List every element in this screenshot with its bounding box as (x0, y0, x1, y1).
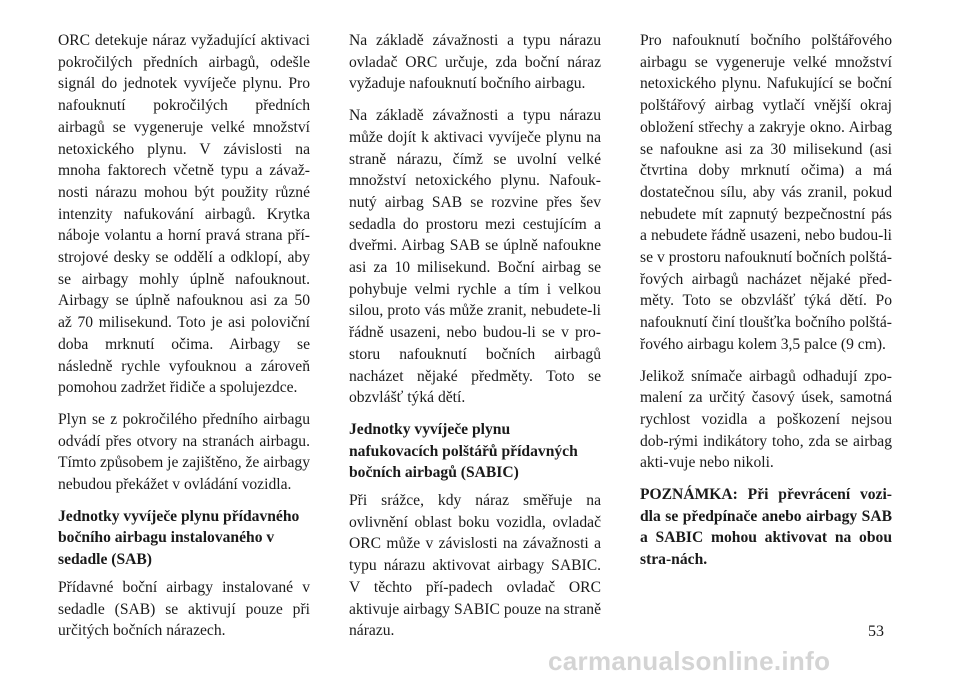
heading-sabic: Jednotky vyvíječe plynu nafukovacích polštářů přídavných bočních airbagů (SABIC) (349, 420, 578, 482)
page-number: 53 (868, 623, 884, 640)
paragraph-gas-venting: Plyn se z pokročilého předního airbagu odvádí přes otvory na stranách airbagu. Tímto způsobem je zajištěno, že airbagy nebudou překážet v ovládání vozidla. (58, 410, 311, 494)
paragraph-sensor-estimation: Jelikož snímače airbagů odhadují zpo-malení za určitý časový úsek, samotná rychlost vozidla a poškození nejsou dob-rými indikátory toho, zda se airbag akti-vuje nebo nikoli. (640, 367, 892, 472)
paragraph-side-impact-decision: Na základě závažnosti a typu nárazu ovladač ORC určuje, zda boční náraz vyžaduje nafouknutí bočního airbagu. (349, 32, 601, 93)
paragraph-sab-deployment: Na základě závažnosti a typu nárazu může dojít k aktivaci vyvíječe plynu na straně nárazu, čímž se uvolní velké množství netoxického plynu. Nafouk-nutý airbag SAB se rozvine přes šev sedadla do prostoru mezi cestujícím a dveřmi. Airbag SAB se úplně nafoukne asi za 10 milisekund. Boční airbag se pohybuje velmi rychle a tím i velkou silou, proto vás může zranit, nebudete-li řádně usazeni, nebo budou-li se v pro-storu nafouknutí bočních airbagů nacházet nějaké předměty. Toto se obzvlášť týká dětí. (349, 107, 601, 407)
text-column-left (58, 30, 310, 652)
watermark-text: carmanualsonline.info (548, 646, 831, 676)
paragraph-sab-activation: Přídavné boční airbagy instalované v sedadle (SAB) se aktivují pouze při určitých bočních nárazech. (58, 578, 310, 640)
text-column-right (640, 30, 892, 581)
text-column-middle (349, 30, 601, 652)
heading-sab: Jednotky vyvíječe plynu přídavného bočního airbagu instalovaného v sedadle (SAB) (58, 507, 300, 569)
note-rollover: POZNÁMKA: Při převrácení vozi-dla se předpínače anebo airbagy SAB a SABIC mohou aktivovat na obou stra-nách. (640, 486, 892, 569)
paragraph-sabic-activation: Při srážce, kdy náraz směřuje na ovlivnění oblast boku vozidla, ovladač ORC může v závislosti na závažnosti a typu nárazu aktivovat airbagy SABIC. V těchto pří-padech ovladač ORC aktivuje airbagy SABIC pouze na straně nárazu. (349, 492, 601, 640)
paragraph-curtain-inflation: Pro nafouknutí bočního polštářového airbagu se vygeneruje velké množství netoxického plynu. Nafukující se boční polštářový airbag vytlačí vnější okraj obložení střechy a zakryje okno. Airbag se nafoukne asi za 30 milisekund (asi čtvrtina doby mrknutí očima) a má dostatečnou sílu, aby vás zranil, pokud nebudete mít zapnutý bezpečnostní pás a nebudete řádně usazeni, nebo budou-li se v prostoru nafouknutí bočních polštá-řových airbagů nacházet nějaké před-měty. Toto se obzvlášť týká dětí. Po nafouknutí činí tloušťka bočního polštá-řového airbagu kolem 3,5 palce (9 cm). (640, 32, 892, 353)
paragraph-orc-detection: ORC detekuje náraz vyžadující aktivaci pokročilých předních airbagů, odešle signál do jednotek vyvíječe plynu. Pro nafouknutí pokročilých předních airbagů se vygeneruje velké množství netoxického plynu. V závislosti na mnoha faktorech včetně typu a závaž-nosti nárazu mohou být použity různé intenzity nafukování airbagů. Krytka náboje volantu a horní pravá strana pří-strojové desky se oddělí a odklopí, aby se airbagy mohly úplně nafouknout. Airbagy se úplně nafouknou asi za 50 až 70 milisekund. Toto je asi poloviční doba mrknutí očima. Airbagy se následně rychle vyfouknou a zároveň pomohou zadržet řidiče a spolujezdce. (58, 32, 310, 397)
